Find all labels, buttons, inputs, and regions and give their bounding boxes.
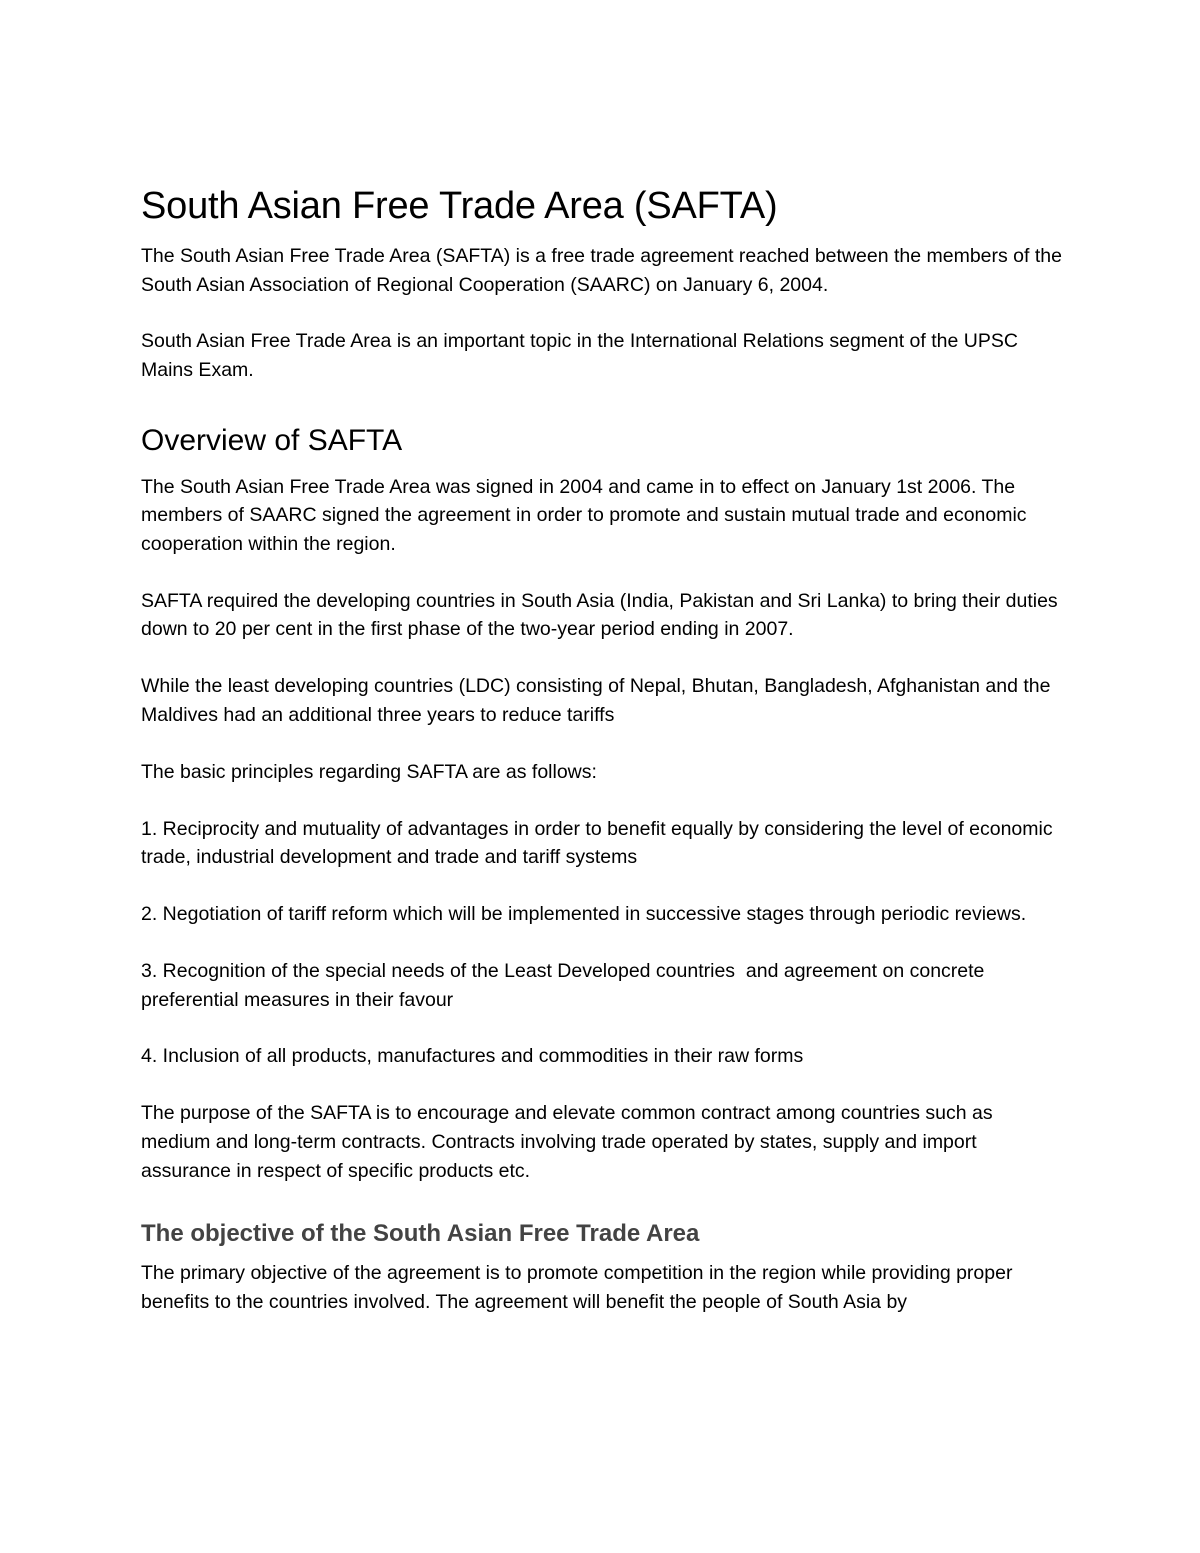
overview-heading: Overview of SAFTA (141, 423, 403, 457)
principles-intro: The basic principles regarding SAFTA are as follows: (141, 760, 597, 783)
document-title: South Asian Free Trade Area (SAFTA) (141, 185, 778, 227)
principle-item-4: 4. Inclusion of all products, manufactures and commodities in their raw forms (141, 1045, 804, 1068)
principle-item-1: 1. Reciprocity and mutuality of advantages in order to benefit equally by considering the level of economic trade, industrial development and trade and tariff systems (141, 817, 1053, 869)
objective-heading: The objective of the South Asian Free Trade Area (141, 1220, 700, 1248)
principle-item-3: 3. Recognition of the special needs of the Least Developed countries and agreement on concrete preferential measures in their favour (141, 959, 990, 1011)
purpose-paragraph: The purpose of the SAFTA is to encourage and elevate common contract among countries such as medium and long-term contracts. Contracts involving trade operated by states, supply and import assurance in respect of specific products etc. (141, 1102, 993, 1182)
document-page (141, 184, 1066, 1316)
overview-paragraph-1: The South Asian Free Trade Area was signed in 2004 and came in to effect on January 1st 2006. The members of SAARC signed the agreement in order to promote and sustain mutual trade and economic cooperation within the region. (141, 475, 1027, 555)
intro-paragraph-1: The South Asian Free Trade Area (SAFTA) is a free trade agreement reached between the members of the South Asian Association of Regional Cooperation (SAARC) on January 6, 2004. (141, 245, 1062, 296)
overview-paragraph-2: SAFTA required the developing countries in South Asia (India, Pakistan and Sri Lanka) to bring their duties down to 20 per cent in the first phase of the two-year period ending in 2007. (141, 589, 1058, 641)
principle-item-2: 2. Negotiation of tariff reform which will be implemented in successive stages through periodic reviews. (141, 903, 1027, 926)
overview-paragraph-3: While the least developing countries (LDC) consisting of Nepal, Bhutan, Bangladesh, Afghanistan and the Maldives had an additional three years to reduce tariffs (141, 675, 1051, 726)
intro-paragraph-2: South Asian Free Trade Area is an important topic in the International Relations segment of the UPSC Mains Exam. (141, 330, 1018, 382)
objective-paragraph-1: The primary objective of the agreement is to promote competition in the region while providing proper benefits to the countries involved. The agreement will benefit the people of South Asia by (141, 1262, 1013, 1313)
